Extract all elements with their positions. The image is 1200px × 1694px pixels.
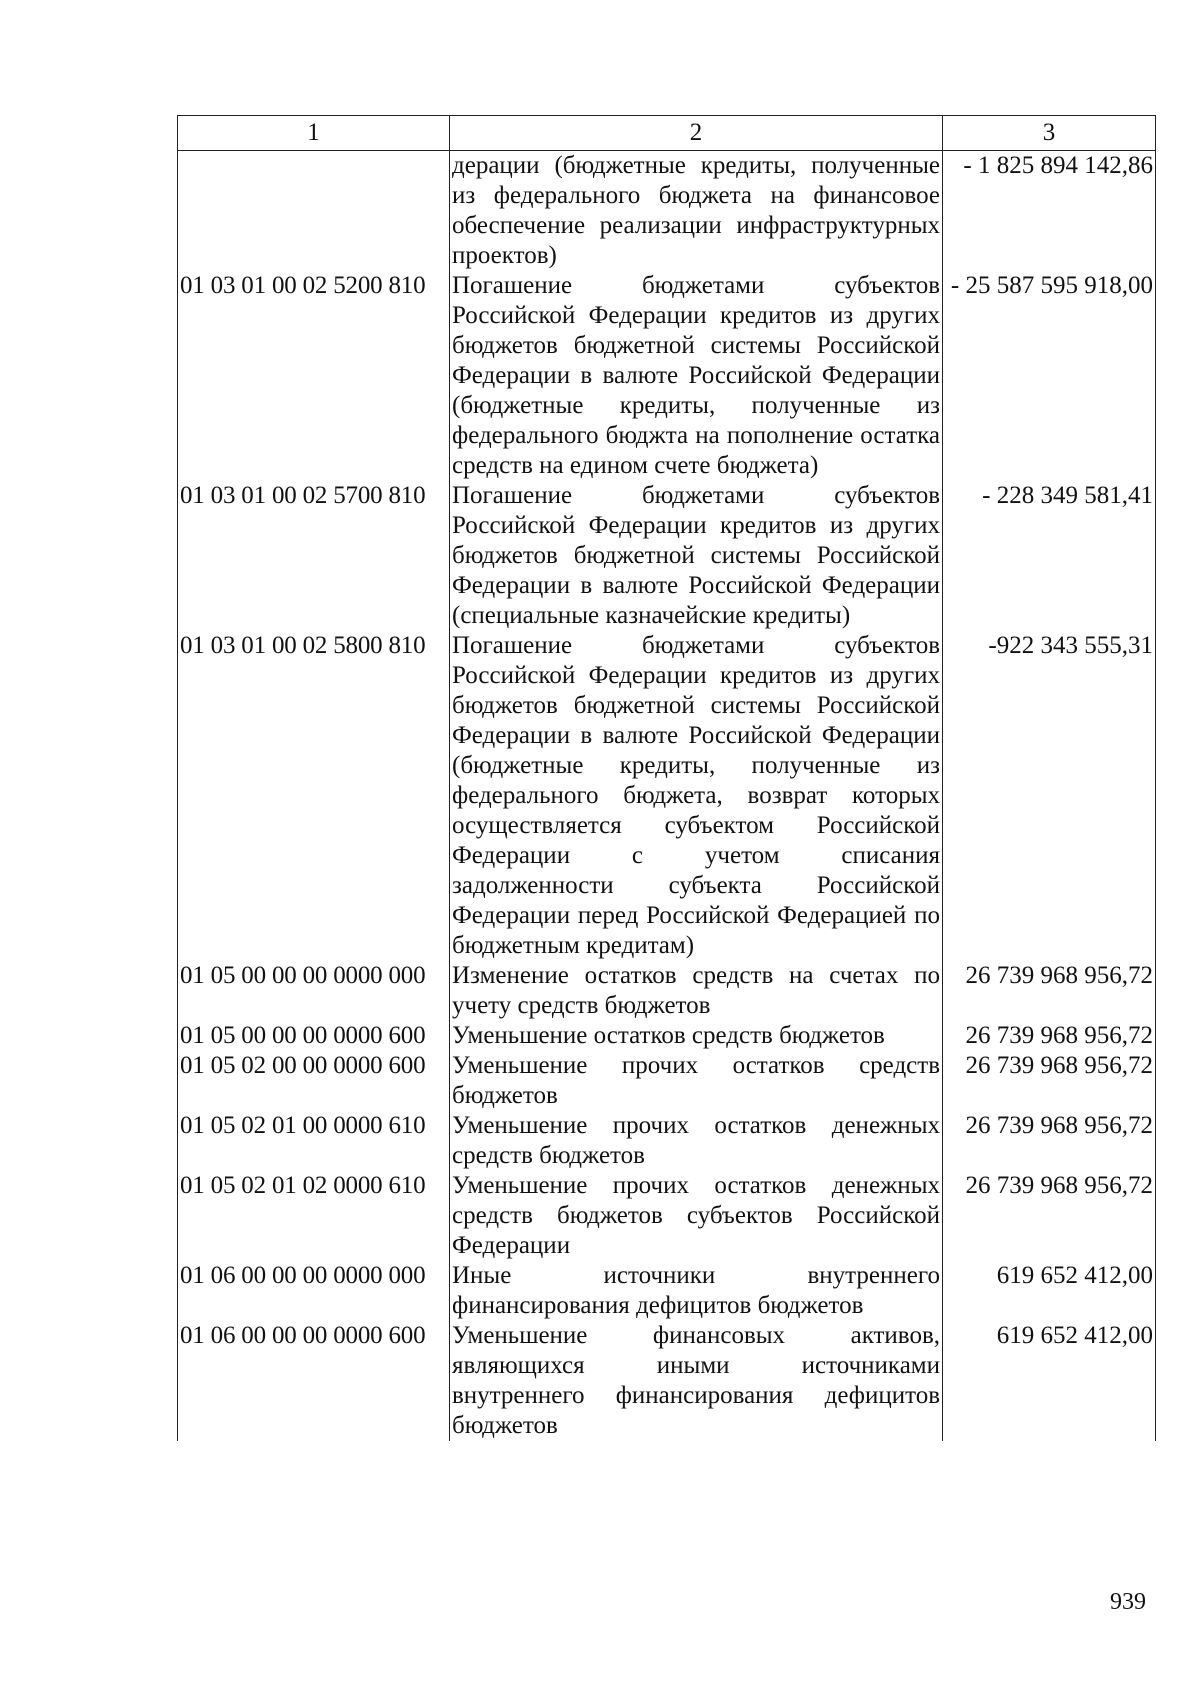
column-header-amount: 3 bbox=[943, 116, 1156, 151]
row-code: 01 03 01 00 02 5200 810 bbox=[178, 271, 450, 481]
row-code: 01 03 01 00 02 5800 810 bbox=[178, 631, 450, 961]
row-description: Погашение бюджетами субъектов Российской Федерации кредитов из других бюджетов бюджетной системы Российской Федерации в валюте Российской Федерации (бюджетные кредиты, полученные из федерального бюджета, возврат которых осуществляется субъектом Российской Федерации с учетом списания задолженности субъекта Российской Федерации перед Российской Федерацией по бюджетным кредитам) bbox=[450, 631, 943, 961]
row-code: 01 05 02 01 00 0000 610 bbox=[178, 1111, 450, 1171]
row-description: Уменьшение прочих остатков средств бюджетов bbox=[450, 1051, 943, 1111]
row-amount: 26 739 968 956,72 bbox=[943, 1111, 1156, 1171]
table-row bbox=[178, 1111, 1156, 1171]
column-header-description: 2 bbox=[450, 116, 943, 151]
page-number: 939 bbox=[1110, 1589, 1146, 1615]
row-amount: 619 652 412,00 bbox=[943, 1321, 1156, 1441]
row-code: 01 05 02 00 00 0000 600 bbox=[178, 1051, 450, 1111]
table-row bbox=[178, 631, 1156, 961]
row-amount: -922 343 555,31 bbox=[943, 631, 1156, 961]
table-row bbox=[178, 1021, 1156, 1051]
table-row bbox=[178, 1321, 1156, 1441]
row-description: Уменьшение остатков средств бюджетов bbox=[450, 1021, 943, 1051]
row-code: 01 06 00 00 00 0000 600 bbox=[178, 1321, 450, 1441]
row-amount: 26 739 968 956,72 bbox=[943, 1051, 1156, 1111]
row-code: 01 05 02 01 02 0000 610 bbox=[178, 1171, 450, 1261]
row-amount: 26 739 968 956,72 bbox=[943, 1021, 1156, 1051]
row-code: 01 05 00 00 00 0000 600 bbox=[178, 1021, 450, 1051]
row-amount: 619 652 412,00 bbox=[943, 1261, 1156, 1321]
row-code: 01 03 01 00 02 5700 810 bbox=[178, 481, 450, 631]
table-row bbox=[178, 961, 1156, 1021]
row-amount: 26 739 968 956,72 bbox=[943, 961, 1156, 1021]
table-row bbox=[178, 1261, 1156, 1321]
table-row bbox=[178, 1051, 1156, 1111]
row-amount: - 228 349 581,41 bbox=[943, 481, 1156, 631]
row-code: 01 06 00 00 00 0000 000 bbox=[178, 1261, 450, 1321]
row-description: Уменьшение финансовых активов, являющихся иными источниками внутреннего финансирования дефицитов бюджетов bbox=[450, 1321, 943, 1441]
column-header-code: 1 bbox=[178, 116, 450, 151]
row-code bbox=[178, 151, 450, 272]
table-row bbox=[178, 481, 1156, 631]
row-description: Иные источники внутреннего финансирования дефицитов бюджетов bbox=[450, 1261, 943, 1321]
row-amount: - 1 825 894 142,86 bbox=[943, 151, 1156, 272]
table-row bbox=[178, 151, 1156, 272]
row-amount: 26 739 968 956,72 bbox=[943, 1171, 1156, 1261]
row-code: 01 05 00 00 00 0000 000 bbox=[178, 961, 450, 1021]
row-amount: - 25 587 595 918,00 bbox=[943, 271, 1156, 481]
table-row bbox=[178, 271, 1156, 481]
budget-sources-table bbox=[177, 115, 1156, 1441]
row-description: Погашение бюджетами субъектов Российской Федерации кредитов из других бюджетов бюджетной системы Российской Федерации в валюте Российской Федерации (бюджетные кредиты, полученные из федерального бюджта на пополнение остатка средств на едином счете бюджета) bbox=[450, 271, 943, 481]
row-description: Изменение остатков средств на счетах по учету средств бюджетов bbox=[450, 961, 943, 1021]
table-header-row bbox=[178, 116, 1156, 151]
table-row bbox=[178, 1171, 1156, 1261]
row-description: дерации (бюджетные кредиты, полученные из федерального бюджета на финансовое обеспечение реализации инфраструктурных проектов) bbox=[450, 151, 943, 272]
row-description: Уменьшение прочих остатков денежных средств бюджетов bbox=[450, 1111, 943, 1171]
row-description: Погашение бюджетами субъектов Российской Федерации кредитов из других бюджетов бюджетной системы Российской Федерации в валюте Российской Федерации (специальные казначейские кредиты) bbox=[450, 481, 943, 631]
row-description: Уменьшение прочих остатков денежных средств бюджетов субъектов Российской Федерации bbox=[450, 1171, 943, 1261]
